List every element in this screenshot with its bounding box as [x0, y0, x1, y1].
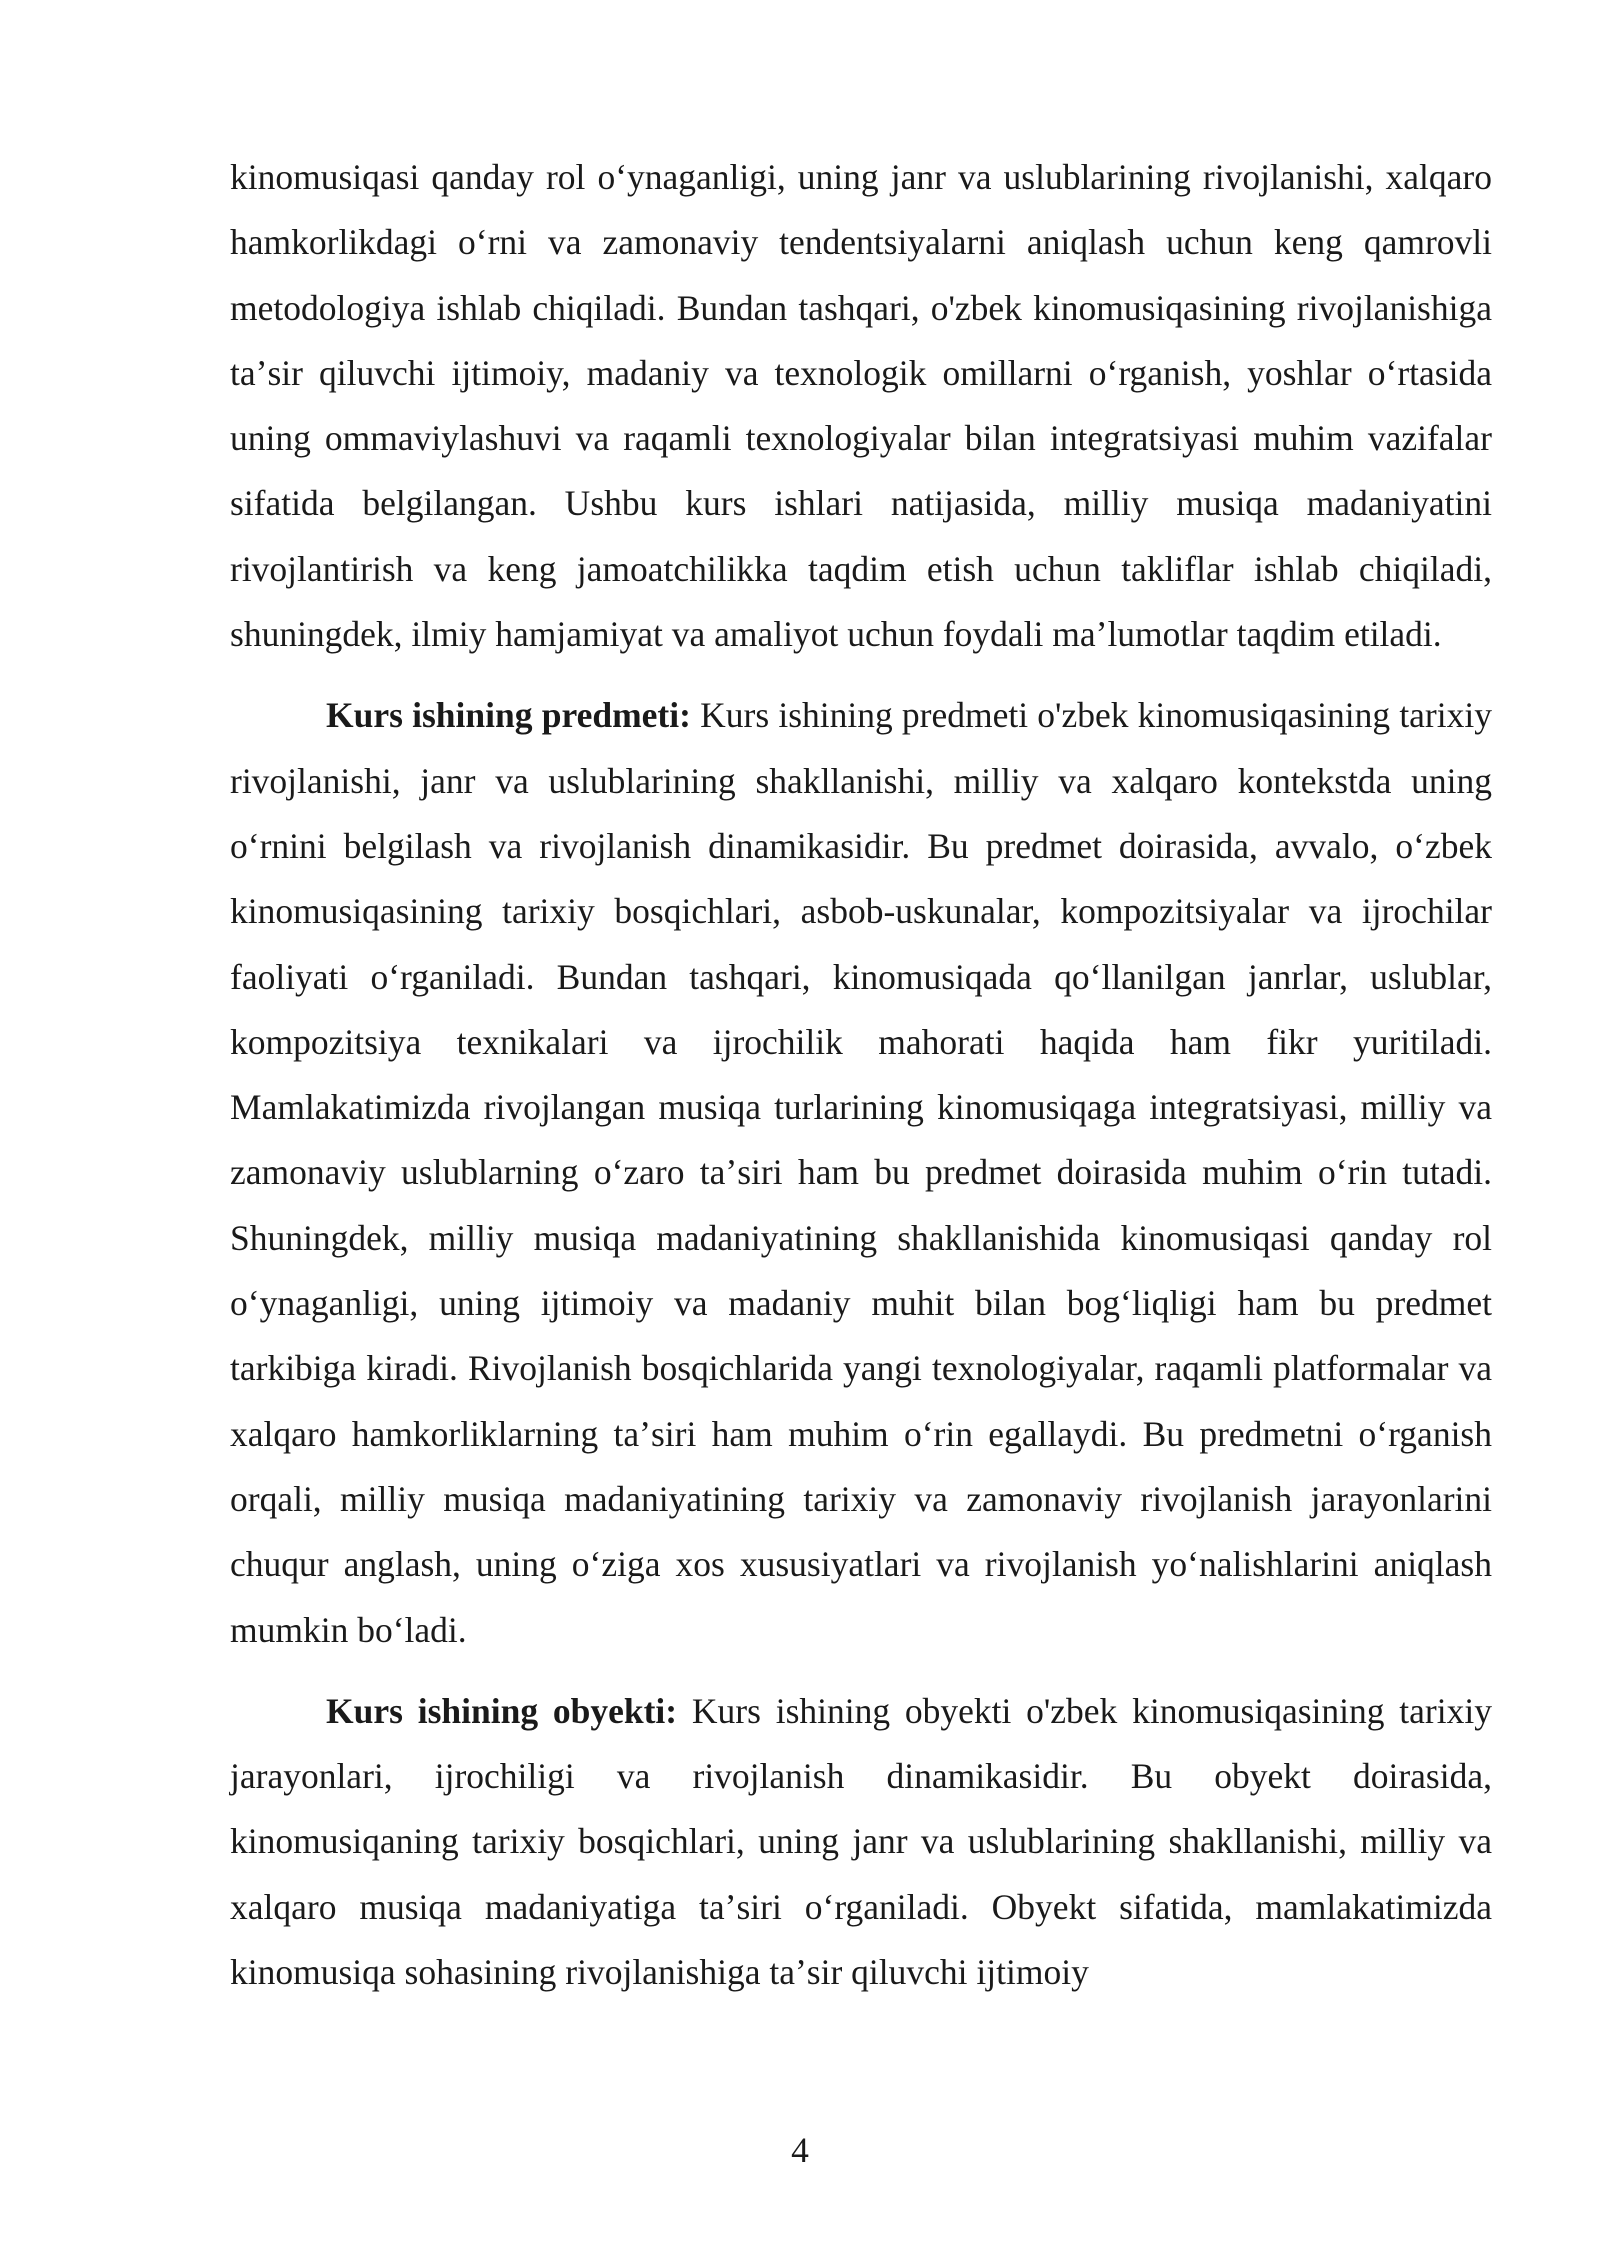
- subject-heading: Kurs ishining predmeti:: [326, 695, 691, 736]
- object-heading: Kurs ishining obyekti:: [326, 1690, 678, 1731]
- object-text: Kurs ishining obyekti o'zbek kinomusiqasining tarixiy jarayonlari, ijrochiligi va rivojlanish dinamikasidir. Bu obyekt doirasida, kinomusiqaning tarixiy bosqichlari, uning janr va uslublarining shakllanishi, milliy va xalqaro musiqa madaniyatiga taʼsiri oʻrganiladi. Obyekt sifatida, mamlakatimizda kinomusiqa sohasining rivojlanishiga taʼsir qiluvchi ijtimoiy: [230, 1690, 1492, 1993]
- paragraph-1: [230, 145, 1492, 667]
- paragraph-1-text: kinomusiqasi qanday rol oʻynaganligi, uning janr va uslublarining rivojlanishi, xalqaro hamkorlikdagi oʻrni va zamonaviy tendentsiyalarni aniqlash uchun keng qamrovli metodologiya ishlab chiqiladi. Bundan tashqari, o'zbek kinomusiqasining rivojlanishiga taʼsir qiluvchi ijtimoiy, madaniy va texnologik omillarni oʻrganish, yoshlar oʻrtasida uning ommaviylashuvi va raqamli texnologiyalar bilan integratsiyasi muhim vazifalar sifatida belgilangan. Ushbu kurs ishlari natijasida, milliy musiqa madaniyatini rivojlantirish va keng jamoatchilikka taqdim etish uchun takliflar ishlab chiqiladi, shuningdek, ilmiy hamjamiyat va amaliyot uchun foydali maʼlumotlar taqdim etiladi.: [230, 157, 1492, 655]
- page-body: [230, 145, 1492, 2005]
- subject-text: Kurs ishining predmeti o'zbek kinomusiqasining tarixiy rivojlanishi, janr va uslublarining shakllanishi, milliy va xalqaro kontekstda uning oʻrnini belgilash va rivojlanish dinamikasidir. Bu predmet doirasida, avvalo, oʻzbek kinomusiqasining tarixiy bosqichlari, asbob-uskunalar, kompozitsiyalar va ijrochilar faoliyati oʻrganiladi. Bundan tashqari, kinomusiqada qoʻllanilgan janrlar, uslublar, kompozitsiya texnikalari va ijrochilik mahorati haqida ham fikr yuritiladi. Mamlakatimizda rivojlangan musiqa turlarining kinomusiqaga integratsiyasi, milliy va zamonaviy uslublarning oʻzaro taʼsiri ham bu predmet doirasida muhim oʻrin tutadi. Shuningdek, milliy musiqa madaniyatining shakllanishida kinomusiqasi qanday rol oʻynaganligi, uning ijtimoiy va madaniy muhit bilan bogʻliqligi ham bu predmet tarkibiga kiradi. Rivojlanish bosqichlarida yangi texnologiyalar, raqamli platformalar va xalqaro hamkorliklarning taʼsiri ham muhim oʻrin egallaydi. Bu predmetni oʻrganish orqali, milliy musiqa madaniyatining tarixiy va zamonaviy rivojlanish jarayonlarini chuqur anglash, uning oʻziga xos xususiyatlari va rivojlanish yoʻnalishlarini aniqlash mumkin boʻladi.: [230, 695, 1492, 1650]
- paragraph-subject: [230, 683, 1492, 1662]
- page-number: 4: [791, 2130, 809, 2170]
- paragraph-object: [230, 1679, 1492, 2005]
